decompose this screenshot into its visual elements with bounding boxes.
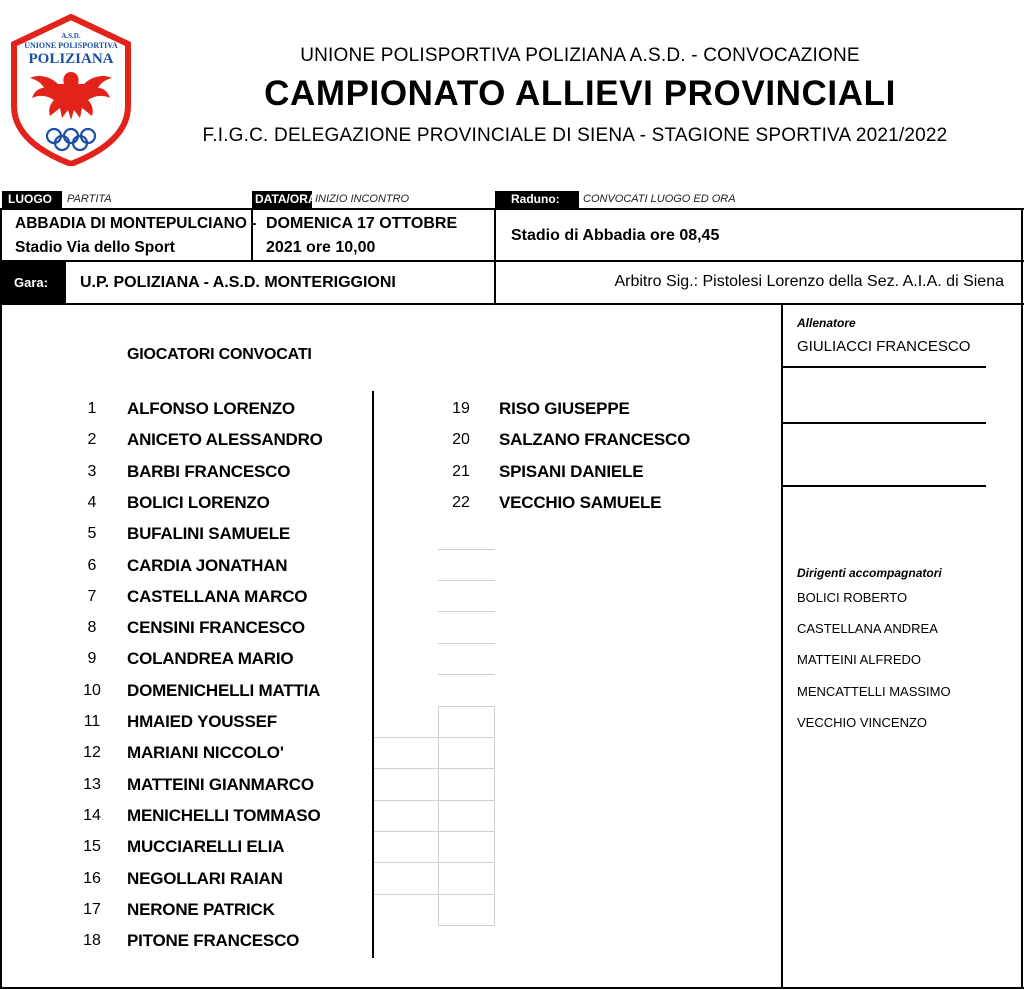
dirigente-item: MENCATTELLI MASSIMO: [797, 684, 951, 699]
raduno-value: Stadio di Abbadia ore 08,45: [511, 227, 720, 244]
list-item: [72, 867, 283, 891]
player-number: 1: [87, 400, 97, 417]
divider: [0, 303, 1024, 305]
grid-line: [374, 737, 495, 738]
gara-value: U.P. POLIZIANA - A.S.D. MONTERIGGIONI: [80, 274, 396, 291]
list-item: [72, 679, 320, 703]
list-item: [72, 898, 275, 922]
list-item: [72, 835, 284, 859]
player-number: 15: [83, 838, 101, 856]
player-name: COLANDREA MARIO: [127, 649, 294, 669]
dirigente-item: CASTELLANA ANDREA: [797, 621, 938, 636]
data-label: DATA/ORA: [252, 191, 312, 208]
list-item: [441, 397, 630, 421]
list-item: [72, 522, 290, 546]
grid-line: [438, 580, 495, 581]
player-name: BARBI FRANCESCO: [127, 461, 291, 481]
list-item: [72, 929, 299, 953]
list-item: [72, 804, 320, 828]
dirigente-item: BOLICI ROBERTO: [797, 590, 908, 605]
player-number: 20: [452, 431, 470, 449]
player-name: NERONE PATRICK: [127, 899, 275, 919]
list-item: [72, 585, 307, 609]
divider: [781, 303, 783, 989]
list-item: [441, 491, 661, 515]
logo-text-poliziana: POLIZIANA: [28, 51, 114, 67]
grid-line: [438, 643, 495, 644]
data-value-line2: 2021 ore 10,00: [266, 239, 376, 256]
player-number: 22: [452, 493, 470, 511]
player-number: 13: [83, 775, 101, 793]
list-item: [72, 428, 323, 452]
divider: [783, 422, 986, 424]
luogo-value-line1: ABBADIA DI MONTEPULCIANO -: [15, 215, 257, 232]
grid-line: [374, 800, 495, 801]
data-note: INIZIO INCONTRO: [315, 193, 410, 205]
list-item: [72, 647, 293, 671]
list-item: [441, 428, 690, 452]
player-name: BOLICI LORENZO: [127, 492, 270, 512]
luogo-value-line2: Stadio Via dello Sport: [15, 239, 175, 256]
player-number: 2: [87, 431, 97, 449]
player-number: 11: [83, 713, 101, 730]
luogo-note: PARTITA: [67, 193, 112, 205]
data-value: [266, 212, 457, 260]
player-name: PITONE FRANCESCO: [127, 931, 300, 951]
list-item: [72, 460, 290, 484]
player-number: 7: [87, 587, 97, 605]
raduno-note: CONVOCATI LUOGO ED ORA: [583, 193, 736, 205]
player-number: 4: [87, 493, 97, 511]
list-item: [72, 741, 284, 765]
allenatore-label: Allenatore: [797, 316, 856, 330]
divider: [0, 987, 1024, 989]
player-name: ANICETO ALESSANDRO: [127, 430, 323, 450]
players-heading: GIOCATORI CONVOCATI: [127, 346, 312, 363]
player-name: CASTELLANA MARCO: [127, 586, 308, 606]
list-item: [441, 460, 643, 484]
grid-line: [438, 706, 439, 925]
list-item: [72, 397, 295, 421]
player-number: 6: [87, 556, 97, 574]
divider: [1021, 303, 1023, 989]
grid-line: [438, 925, 495, 926]
list-item: [72, 773, 314, 797]
list-item: [72, 710, 277, 734]
player-name: MARIANI NICCOLO': [127, 743, 284, 763]
list-item: [72, 554, 287, 578]
list-item: [72, 491, 270, 515]
player-number: 3: [87, 462, 97, 480]
grid-line: [374, 894, 495, 895]
player-name: CARDIA JONATHAN: [127, 555, 288, 575]
club-shield-icon: [10, 14, 132, 166]
player-number: 17: [83, 900, 101, 918]
player-name: SPISANI DANIELE: [499, 461, 644, 481]
player-name: VECCHIO SAMUELE: [499, 492, 662, 512]
grid-line: [374, 862, 495, 863]
divider: [783, 485, 986, 487]
player-number: 14: [83, 806, 101, 824]
divider: [0, 208, 1024, 210]
player-name: MUCCIARELLI ELIA: [127, 837, 285, 857]
club-logo: [10, 14, 132, 166]
player-name: HMAIED YOUSSEF: [127, 712, 277, 731]
divider: [0, 303, 2, 989]
logo-text-asd: A.S.D.: [61, 32, 81, 40]
player-number: 16: [83, 869, 101, 887]
allenatore-value: GIULIACCI FRANCESCO: [797, 338, 971, 355]
player-number: 21: [452, 462, 470, 480]
divider: [1021, 208, 1023, 304]
logo-text-unione: UNIONE POLISPORTIVA: [24, 41, 118, 50]
player-number: 9: [87, 650, 97, 668]
player-number: 10: [83, 681, 101, 699]
player-name: DOMENICHELLI MATTIA: [127, 680, 321, 700]
header-federation: F.I.G.C. DELEGAZIONE PROVINCIALE DI SIENA - STAGIONE SPORTIVA 2021/2022: [202, 125, 948, 146]
player-name: BUFALINI SAMUELE: [127, 524, 291, 544]
player-name: ALFONSO LORENZO: [127, 399, 295, 418]
divider: [0, 260, 1024, 262]
grid-line: [438, 674, 495, 675]
arbitro-value: Arbitro Sig.: Pistolesi Lorenzo della Sez. A.I.A. di Siena: [614, 273, 1004, 290]
dirigente-item: MATTEINI ALFREDO: [797, 652, 921, 667]
player-number: 8: [87, 619, 97, 637]
divider: [494, 208, 496, 304]
dirigenti-label: Dirigenti accompagnatori: [797, 566, 942, 580]
page-title: CAMPIONATO ALLIEVI PROVINCIALI: [264, 74, 896, 113]
player-name: CENSINI FRANCESCO: [127, 618, 305, 638]
divider: [372, 391, 374, 958]
grid-line: [374, 831, 495, 832]
player-number: 5: [87, 525, 97, 543]
grid-line: [374, 768, 495, 769]
header-subtitle: UNIONE POLISPORTIVA POLIZIANA A.S.D. - CONVOCAZIONE: [300, 45, 860, 66]
divider: [783, 366, 986, 368]
player-name: NEGOLLARI RAIAN: [127, 868, 283, 888]
player-number: 19: [452, 400, 470, 417]
player-name: MENICHELLI TOMMASO: [127, 805, 321, 825]
player-number: 12: [83, 744, 101, 762]
luogo-label: LUOGO: [2, 191, 62, 208]
grid-line: [438, 549, 495, 550]
grid-line: [494, 706, 495, 925]
grid-line: [438, 611, 495, 612]
gara-label: Gara:: [2, 262, 66, 303]
list-item: [72, 616, 305, 640]
player-name: SALZANO FRANCESCO: [499, 430, 691, 450]
player-name: MATTEINI GIANMARCO: [127, 774, 314, 794]
data-value-line1: DOMENICA 17 OTTOBRE: [266, 215, 458, 232]
raduno-label: Raduno:: [495, 191, 579, 208]
player-number: 18: [83, 932, 101, 950]
luogo-value: [15, 212, 256, 260]
dirigente-item: VECCHIO VINCENZO: [797, 715, 928, 730]
grid-line: [438, 706, 495, 707]
player-name: RISO GIUSEPPE: [499, 399, 630, 418]
